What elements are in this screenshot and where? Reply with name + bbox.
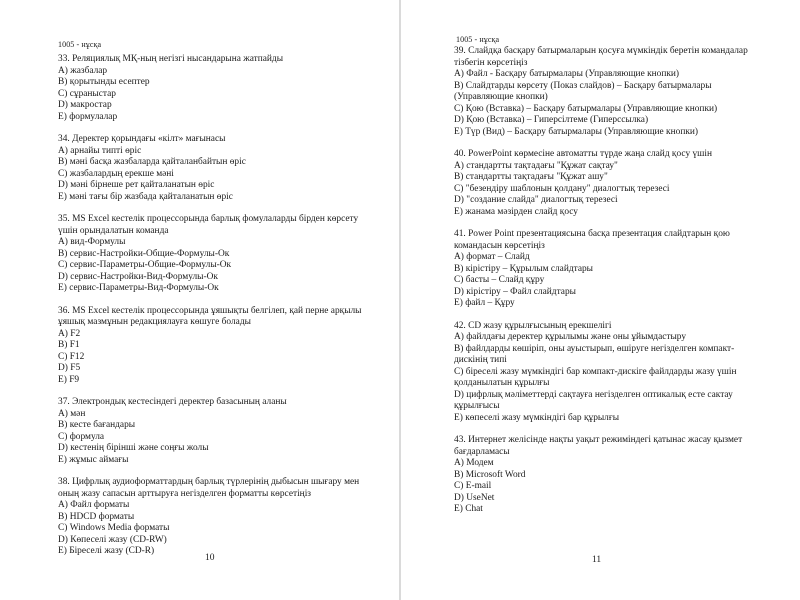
question-block: [58, 54, 368, 123]
question-stem: 42. CD жазу құрылғысының ерекшелігі: [454, 320, 612, 331]
page-header: 1005 - нұсқа: [58, 40, 102, 49]
question-block: [454, 321, 766, 425]
answer-option: А) мән: [58, 408, 86, 419]
answer-option: А) формат – Слайд: [454, 252, 530, 262]
question-block: [454, 46, 766, 138]
answer-option: С) F12: [58, 351, 85, 362]
answer-option: В) кірістіру – Құрылым слайдтары: [454, 263, 593, 274]
answer-option: С) формула: [58, 431, 105, 442]
question-block: [58, 477, 368, 558]
answer-option: Е) Біреселі жазу (CD-R): [58, 546, 155, 556]
question-stem: 34. Деректер қорындағы «кілт» мағынасы: [58, 134, 226, 144]
question-block: [454, 229, 766, 310]
question-block: [454, 149, 766, 218]
answer-option: С) E-mail: [454, 481, 492, 491]
question-list: [454, 46, 766, 527]
right-page: [400, 0, 800, 600]
question-list: [58, 54, 368, 569]
answer-option: В) мәні басқа жазбаларда қайталанбайтын өріс: [58, 157, 246, 167]
answer-option: В) F1: [58, 340, 80, 350]
answer-option: Е) жанама мәзірден слайд қосу: [454, 206, 578, 217]
answer-option: Е) F9: [58, 374, 80, 385]
answer-option: В) Слайдтарды көрсету (Показ слайдов) – Басқару батырмалары (Управляющие кнопки): [454, 80, 712, 102]
answer-option: Е) файл – Құру: [454, 298, 515, 308]
answer-option: С) біреселі жазу мүмкіндігі бар компакт-дискіге файлдарды жазу үшін қолданылатын құрылғы: [454, 366, 737, 388]
question-stem: 39. Слайдқа басқару батырмаларын қосуға мүмкіндік беретін командалар тізбегін көрсетіңіз: [454, 46, 748, 68]
answer-option: А) Файл - Басқару батырмалары (Управляющие кнопки): [454, 69, 680, 79]
answer-option: В) HDCD форматы: [58, 511, 135, 522]
answer-option: Е) Chat: [454, 504, 483, 514]
question-block: [58, 306, 368, 387]
answer-option: С) Қою (Вставка) – Басқару батырмалары (Управляющие кнопки): [454, 103, 718, 114]
answer-option: В) файлдарды көшіріп, оны ауыстырып, өшіруге негізделген компакт-дискінің типі: [454, 343, 735, 365]
answer-option: Е) мәні тағы бір жазбада қайталанатын өріс: [58, 191, 233, 202]
answer-option: В) сервис-Настройки-Общие-Формулы-Ок: [58, 248, 230, 259]
page-number: 10: [205, 553, 215, 563]
question-stem: 37. Электрондық кестесіндегі деректер базасының аланы: [58, 397, 287, 407]
answer-option: Е) Түр (Вид) – Басқару батырмалары (Управляющие кнопки): [454, 126, 699, 137]
question-stem: 41. Power Point презентациясына басқа презентация слайдтарын қою командасын көрсетіңіз: [454, 229, 730, 251]
answer-option: С) сұраныстар: [58, 88, 116, 99]
question-block: [58, 397, 368, 466]
answer-option: А) файлдағы деректер құрылымы және оны ұйымдастыру: [454, 332, 687, 342]
answer-option: D) Көпеселі жазу (CD-RW): [58, 534, 167, 545]
answer-option: D) "создание слайда" диалогтық терезесі: [454, 195, 618, 205]
page-number: 11: [592, 555, 602, 565]
answer-option: D) сервис-Настройки-Вид-Формулы-Ок: [58, 271, 218, 282]
question-stem: 40. PowerPoint көрмесіне автоматты түрде жаңа слайд қосу үшін: [454, 149, 713, 159]
answer-option: В) қорытынды есептер: [58, 77, 150, 87]
answer-option: С) сервис-Параметры-Общие-Формулы-Ок: [58, 260, 232, 270]
question-block: [58, 214, 368, 295]
answer-option: С) басты – Слайд құру: [454, 275, 545, 285]
answer-option: D) UseNet: [454, 492, 495, 503]
question-stem: 38. Цифрлық аудиоформаттардың барлық түрлерінің дыбысын шығару мен оның жазу сапасын арттыруға негізделген форматты көрсетіңіз: [58, 477, 360, 499]
question-stem: 35. MS Excel кестелік процессорында барлық фомулаларды бірден көрсету үшін орындалатын команда: [58, 214, 359, 236]
answer-option: D) мәні бірнеше рет қайталанатын өріс: [58, 180, 215, 190]
answer-option: D) кестенің бірінші және соңғы жолы: [58, 443, 209, 453]
answer-option: В) кесте бағандары: [58, 420, 136, 430]
answer-option: Е) көпеселі жазу мүмкіндігі бар құрылғы: [454, 412, 619, 423]
question-stem: 36. MS Excel кестелік процессорында ұяшықты белгілеп, қай перне арқылы ұяшық мазмұнын редакциялауға көшуге болады: [58, 305, 362, 327]
answer-option: D) цифрлық мәліметтерді сақтауға негізделген оптикалық есте сактау құрылғысы: [454, 389, 733, 411]
answer-option: Е) сервис-Параметры-Вид-Формулы-Ок: [58, 283, 219, 293]
answer-option: А) Файл форматы: [58, 500, 130, 510]
page-header: 1005 - нұсқа: [456, 35, 500, 44]
answer-option: В) стандартты тақтадағы "Құжат ашу": [454, 172, 608, 182]
answer-option: Е) формулалар: [58, 111, 118, 122]
question-block: [454, 435, 766, 516]
answer-option: А) F2: [58, 328, 81, 339]
answer-option: В) Microsoft Word: [454, 469, 526, 480]
answer-option: D) макростар: [58, 100, 112, 110]
answer-option: А) жазбалар: [58, 65, 108, 76]
answer-option: А) Модем: [454, 458, 494, 468]
answer-option: Е) жұмыс аймағы: [58, 454, 129, 465]
answer-option: D) F5: [58, 363, 81, 373]
answer-option: А) стандартты тақтадағы "Құжат сақтау": [454, 160, 618, 171]
answer-option: С) жазбалардың ерекше мәні: [58, 168, 174, 179]
answer-option: С) "безендіру шаблонын қолдану" диалогтық терезесі: [454, 183, 670, 194]
question-stem: 33. Реляциялық МҚ-ның негізгі нысандарына жатпайды: [58, 54, 284, 64]
question-block: [58, 134, 368, 203]
answer-option: С) Windows Media форматы: [58, 523, 170, 533]
answer-option: А) арнайы типті өріс: [58, 145, 142, 156]
question-stem: 43. Интернет желісінде нақты уақыт режиміндегі қатынас жасау қызмет бағдарламасы: [454, 435, 743, 457]
answer-option: D) Қою (Вставка) – Гиперсілтеме (Гиперссылка): [454, 115, 649, 125]
answer-option: D) кірістіру – Файл слайдтары: [454, 286, 576, 297]
answer-option: А) вид-Формулы: [58, 237, 126, 247]
